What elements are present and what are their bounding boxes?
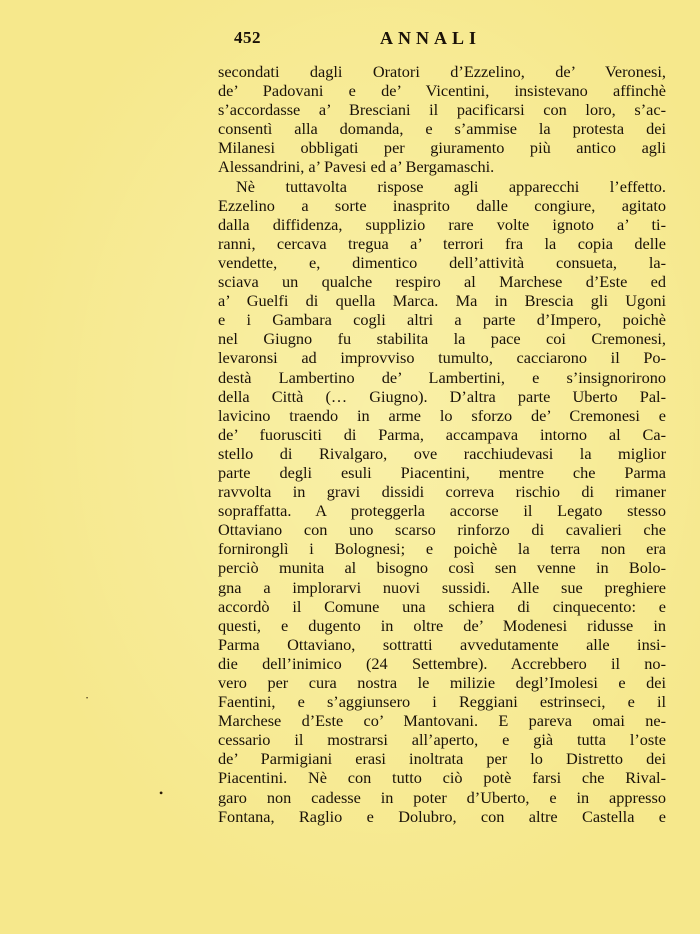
text-line: a’ Guelfi di quella Marca. Ma in Brescia gli Ugoni (218, 291, 666, 311)
text-line: de’ fuorusciti di Parma, accampava intorno al Ca- (218, 424, 666, 444)
text-line: Parma Ottaviano, sottratti avvedutamente alle insi- (218, 634, 666, 654)
page-number: 452 (234, 28, 261, 47)
text-line: vero per cura nostra le milizie degl’Imolesi e dei (218, 673, 666, 692)
text-line: fornironglì i Bolognesi; e poichè la terra non era (218, 539, 666, 559)
paragraph-1 (218, 62, 666, 177)
text-line: die dell’inimico (24 Settembre). Accrebbero il no- (218, 653, 666, 673)
text-line: lavicino traendo in arme lo sforzo de’ Cremonesi e (218, 405, 666, 425)
paragraph-2 (218, 177, 666, 826)
text-line: parte degli esuli Piacentini, mentre che Parma (218, 462, 666, 482)
text-line: sopraffatta. A proteggerla accorse il Legato stesso (218, 501, 666, 521)
text-line: consentì alla domanda, e s’ammise la protesta dei (218, 119, 666, 139)
text-line: Alessandrini, a’ Pavesi ed a’ Bergamaschi. (218, 157, 495, 177)
text-line: Ottaviano con uno scarso rinforzo di cavalieri che (218, 520, 666, 540)
text-line: Marchese d’Este co’ Mantovani. E pareva omai ne- (218, 711, 666, 731)
running-title: ANNALI (380, 28, 482, 48)
text-line: dalla diffidenza, supplizio rare volte ignoto a’ ti- (218, 214, 666, 234)
text-line: accordò il Comune una schiera di cinquecento: e (218, 596, 666, 616)
text-line: garo non cadesse in poter d’Uberto, e in appresso (218, 787, 666, 807)
text-line: stello di Rivalgaro, ove racchiudevasi la miglior (218, 443, 666, 463)
text-line: s’accordasse a’ Bresciani il pacificarsi con loro, s’ac- (218, 100, 666, 120)
text-line: perciò munita al bisogno così sen venne in Bolo- (218, 558, 666, 578)
text-line: Ezzelino a sorte inasprito dalle congiure, agitato (218, 195, 666, 215)
ink-speck: • (86, 696, 89, 702)
text-line: Faentini, e s’aggiunsero i Reggiani estrinseci, e il (218, 692, 666, 712)
text-line: gna a implorarvi nuovi sussidi. Alle sue preghiere (218, 577, 666, 597)
text-line: e i Gambara cogli altri a parte d’Impero, poichè (218, 310, 666, 330)
text-line: secondati dagli Oratori d’Ezzelino, de’ Veronesi, (218, 62, 666, 81)
page-header (230, 28, 670, 52)
text-line: Fontana, Raglio e Dolubro, con altre Castella e (218, 806, 666, 826)
text-line: levaronsi ad improvviso tumulto, cacciarono il Po- (218, 348, 666, 368)
text-line: cessario il mostrarsi all’aperto, e già tutta l’oste (218, 730, 666, 750)
text-line: questi, e dugento in oltre de’ Modenesi ridusse in (218, 615, 666, 635)
text-line: nel Giugno fu stabilita la pace coi Cremonesi, (218, 329, 666, 349)
body-text (218, 62, 666, 826)
text-line: ravvolta in gravi dissidi correva rischio di rimaner (218, 482, 666, 502)
text-line: sciava un qualche respiro al Marchese d’Este ed (218, 272, 666, 292)
text-line: de’ Padovani e de’ Vicentini, insistevano affinchè (218, 81, 666, 101)
text-line: Milanesi obbligati per giuramento più antico agli (218, 138, 666, 158)
text-line: de’ Parmigiani erasi inoltrata per lo Distretto dei (218, 749, 666, 769)
text-line: destà Lambertino de’ Lambertini, e s’insignorirono (218, 367, 666, 387)
ink-speck: • (159, 786, 164, 800)
text-line: della Città (… Giugno). D’altra parte Uberto Pal- (218, 386, 666, 406)
text-line: Nè tuttavolta rispose agli apparecchi l’effetto. (236, 176, 666, 196)
text-line: ranni, cercava tregua a’ terrori fra la copia delle (218, 233, 666, 253)
text-line: Piacentini. Nè con tutto ciò potè farsi che Rival- (218, 768, 666, 788)
text-line: vendette, e, dimentico dell’attività consueta, la- (218, 252, 666, 272)
